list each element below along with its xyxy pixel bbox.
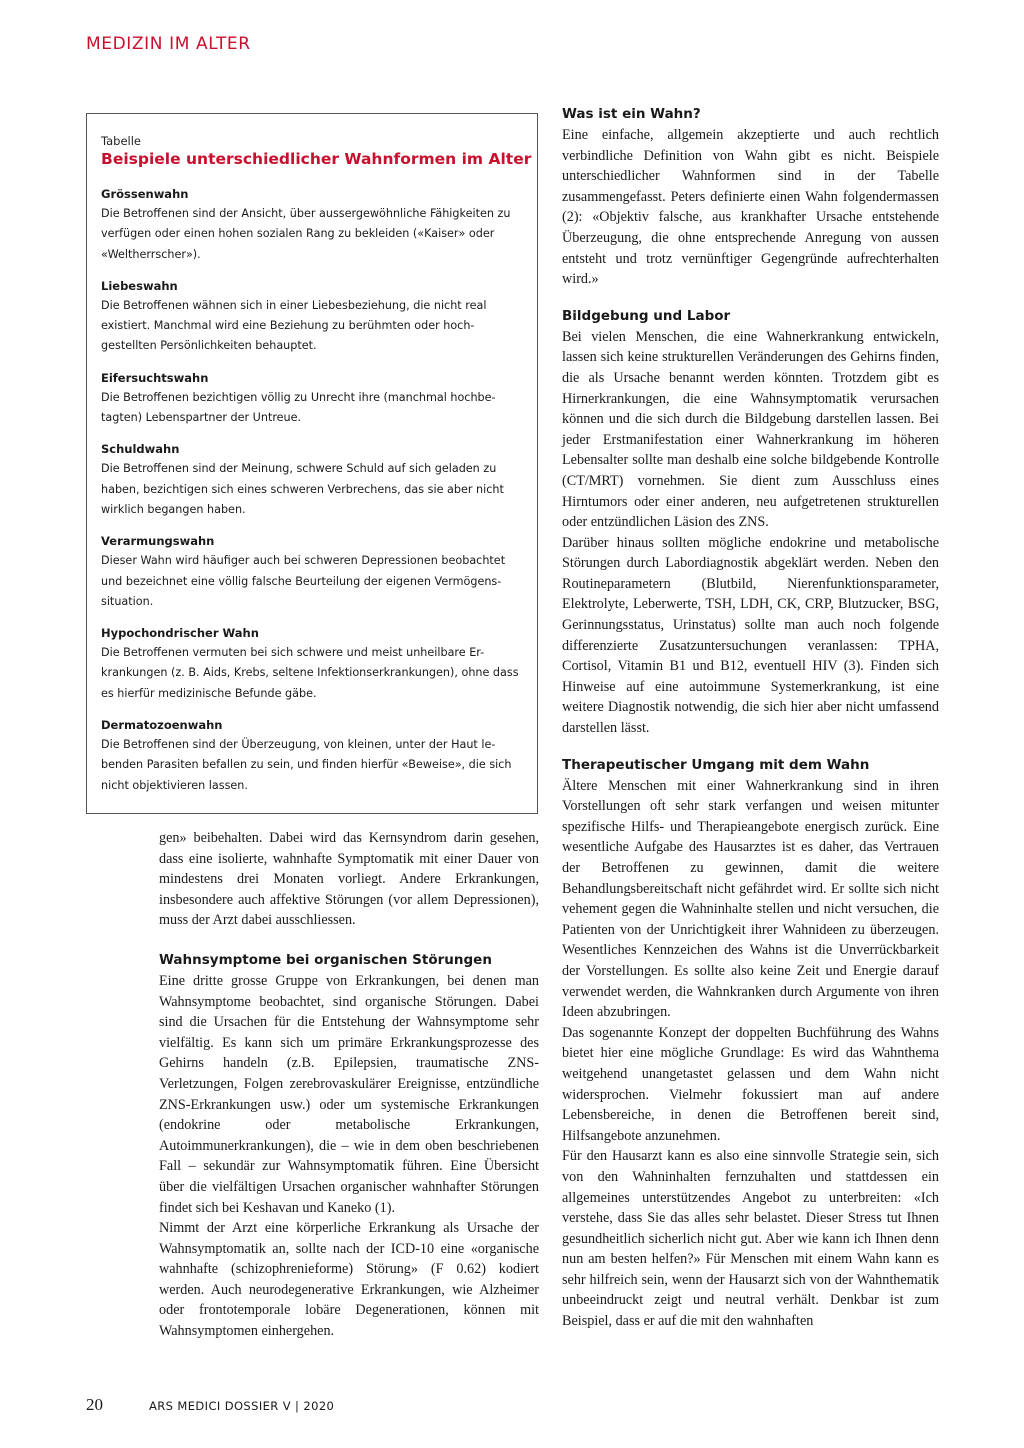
- right-column: [562, 104, 939, 1332]
- paragraph: gen» beibehalten. Dabei wird das Kernsyndrom darin gesehen, dass eine isolierte, wahnhafte Symptomatik mit einer Dauer von mindestens drei Monaten vorliegt. Andere Erkrankungen, insbesondere auch affektive Störungen (vor allem Depressionen), muss der Arzt dabei ausschliessen.: [159, 830, 539, 929]
- section-heading: Wahnsymptome bei organischen Störungen: [159, 951, 492, 968]
- entry-text: Die Betroffenen bezichtigen völlig zu Unrecht ihre (manchmal hochbe-tagten) Lebenspartner der Untreue.: [101, 390, 496, 425]
- entry-heading: Liebeswahn: [101, 278, 178, 293]
- table-entry: [101, 276, 523, 357]
- paragraph: Für den Hausarzt kann es also eine sinnvolle Strategie sein, sich von den Wahninhalten fernzuhalten und stattdessen ein allgemeines unterstützendes Angebot zu unterbreiten: «Ich verstehe, dass Sie das alles sehr belastet. Dieser Stress tut Ihnen gesundheitlich sicherlich nicht gut. Aber wie kann ich Ihnen denn nun am besten helfen?» Für Menschen mit einem Wahn kann es sehr hilfreich sein, wenn der Hausarzt sich von der Wahnthematik unbeeindruckt zeigt und neutral verhält. Denkbar ist zum Beispiel, dass er auf die mit den wahnhaften: [562, 1148, 939, 1330]
- table-entry: [101, 368, 523, 429]
- entry-text: Die Betroffenen sind der Meinung, schwere Schuld auf sich geladen zu haben, bezichtigen sich eines schweren Verbrechens, das sie aber nicht wirklich begangen haben.: [101, 462, 504, 516]
- table-entry: [101, 531, 523, 612]
- left-column: [159, 828, 539, 1342]
- entry-text: Die Betroffenen sind der Überzeugung, von kleinen, unter der Haut le-benden Parasiten befallen zu sein, und finden hierfür «Beweise», die sich nicht objektivieren lassen.: [101, 738, 512, 792]
- entry-heading: Verarmungswahn: [101, 534, 215, 549]
- paragraph: Nimmt der Arzt eine körperliche Erkrankung als Ursache der Wahnsymptomatik an, sollte nach der ICD-10 eine «organische wahnhafte (schizophrenieforme) Störung» (F 0.62) kodiert werden. Auch neurodegenerative Erkrankungen, wie Alzheimer oder frontotemporale lobäre Degenerationen, können mit Wahnsymptomen einhergehen.: [159, 1220, 539, 1340]
- table-box: [86, 113, 538, 814]
- entry-heading: Eifersuchtswahn: [101, 370, 209, 385]
- paragraph: Eine einfache, allgemein akzeptierte und auch rechtlich verbindliche Definition von Wahn gibt es nicht. Beispiele unterschiedlicher Wahnformen sind in der Tabelle zusammengefasst. Peters definierte einen Wahn folgendermassen (2): «Objektiv falsche, aus krankhafter Ursache entstehende Überzeugung, die ohne entsprechende Anregung von aussen entsteht und trotz vernünftiger Gegengründe aufrechterhalten wird.»: [562, 127, 939, 288]
- paragraph: Eine dritte grosse Gruppe von Erkrankungen, bei denen man Wahnsymptome beobachtet, sind organische Störungen. Dabei sind die Ursachen für die Entstehung der Wahnsymptome sehr vielfältig. Es kann sich um primäre Erkrankungsprozesse des Gehirns handeln (z.B. Epilepsien, traumatische ZNS-Verletzungen, Folgen zerebrovaskulärer Ereignisse, entzündliche ZNS-Erkrankungen usw.) oder um systemische Erkrankungen (endokrine oder metabolische Erkrankungen, Autoimmunerkrankungen), die – wie in dem oben beschriebenen Fall – sekundär zur Wahnsymptomatik führen. Eine Übersicht über die vielfältigen Ursachen organischer wahnhafter Störungen findet sich bei Keshavan und Kaneko (1).: [159, 972, 539, 1216]
- entry-text: Dieser Wahn wird häufiger auch bei schweren Depressionen beobachtet und bezeichnet eine völlig falsche Beurteilung der eigenen Vermögens-situation.: [101, 554, 506, 608]
- table-entry: [101, 623, 523, 704]
- table-entry: [101, 184, 523, 265]
- section-heading: Bildgebung und Labor: [562, 307, 731, 324]
- paragraph: Ältere Menschen mit einer Wahnerkrankung sind in ihren Vorstellungen oft sehr stark verfangen und weisen mitunter spezifische Hilfs- und Therapieangebote energisch zurück. Eine wesentliche Aufgabe des Hausarztes ist es daher, das Vertrauen der Betroffenen zu gewinnen, damit die weitere Behandlungsbereitschaft nicht gefährdet wird. Er sollte sich nicht vehement gegen die Wahninhalte stellen und nicht versuchen, die Patienten von der Unrichtigkeit ihrer Wahnideen zu überzeugen. Wesentliches Kennzeichen des Wahns ist die Unverrückbarkeit der Vorstellungen. Es sollte also keine Zeit und Energie darauf verwendet werden, die Wahnkranken durch Argumente von ihren Ideen abzubringen.: [562, 777, 939, 1021]
- entry-heading: Dermatozoenwahn: [101, 718, 223, 733]
- table-entry: [101, 715, 523, 796]
- paragraph: Das sogenannte Konzept der doppelten Buchführung des Wahns bietet hier eine mögliche Grundlage: Es wird das Wahnthema weitgehend unangetastet gelassen und dem Wahn nicht widersprochen. Vielmehr fokussiert man auf andere Lebensbereiche, in denen die Betroffenen bereit sind, Hilfsangebote anzunehmen.: [562, 1024, 939, 1144]
- table-caption: Tabelle: [101, 134, 142, 148]
- entry-text: Die Betroffenen vermuten bei sich schwere und meist unheilbare Er-krankungen (z. B. Aids, Krebs, seltene Infektionserkrankungen), ohne dass es hierfür medizinische Befunde gäbe.: [101, 646, 519, 700]
- table-title: Beispiele unterschiedlicher Wahnformen im Alter: [101, 150, 532, 168]
- paragraph: Bei vielen Menschen, die eine Wahnerkrankung entwickeln, lassen sich keine strukturellen Veränderungen des Gehirns finden, die als Ursache benannt werden könnten. Trotzdem gibt es Hirnerkrankungen, die eine Wahnsymptomatik verursachen können und die sich durch die Bildgebung darstellen lassen. Bei jeder Erstmanifestation einer Wahnerkrankung im höheren Lebensalter sollte man deshalb eine solche bildgebende Kontrolle (CT/MRT) vornehmen. Sie dient zum Ausschluss eines Hirntumors oder einer anderen, neu aufgetretenen strukturellen oder entzündlichen Läsion des ZNS.: [562, 328, 939, 531]
- table-entry: [101, 439, 523, 520]
- entry-heading: Hypochondrischer Wahn: [101, 626, 259, 641]
- entry-heading: Grössenwahn: [101, 187, 189, 201]
- page-number: 20: [86, 1395, 103, 1414]
- entry-heading: Schuldwahn: [101, 442, 180, 457]
- section-header: MEDIZIN IM ALTER: [86, 34, 251, 54]
- entry-text: Die Betroffenen sind der Ansicht, über aussergewöhnliche Fähigkeiten zu verfügen oder einen hohen sozialen Rang zu bekleiden («Kaiser» oder «Weltherrscher»).: [101, 207, 511, 261]
- section-heading: Therapeutischer Umgang mit dem Wahn: [562, 756, 870, 773]
- journal-name: ARS MEDICI DOSSIER V | 2020: [149, 1399, 335, 1413]
- page-footer: [86, 1395, 334, 1415]
- section-heading: Was ist ein Wahn?: [562, 106, 701, 122]
- paragraph: Darüber hinaus sollten mögliche endokrine und metabolische Störungen durch Labordiagnostik abgeklärt werden. Neben den Routineparametern (Blutbild, Nierenfunktionsparameter, Elektrolyte, Leberwerte, TSH, LDH, CK, CRP, Blutzucker, BSG, Gerinnungsstatus, Urinstatus) sollte man auch noch folgende differenzierte Zusatzuntersuchungen veranlassen: TPHA, Cortisol, Vitamin B1 und B12, eventuell HIV (3). Finden sich Hinweise auf eine autoimmune Systemerkrankung, ist eine weitere Diagnostik notwendig, die sich hier aber nicht umfassend darstellen lässt.: [562, 534, 939, 737]
- entry-text: Die Betroffenen wähnen sich in einer Liebesbeziehung, die nicht real existiert. Manchmal wird eine Beziehung zu berühmten oder hoch-gestellten Persönlichkeiten behauptet.: [101, 298, 487, 353]
